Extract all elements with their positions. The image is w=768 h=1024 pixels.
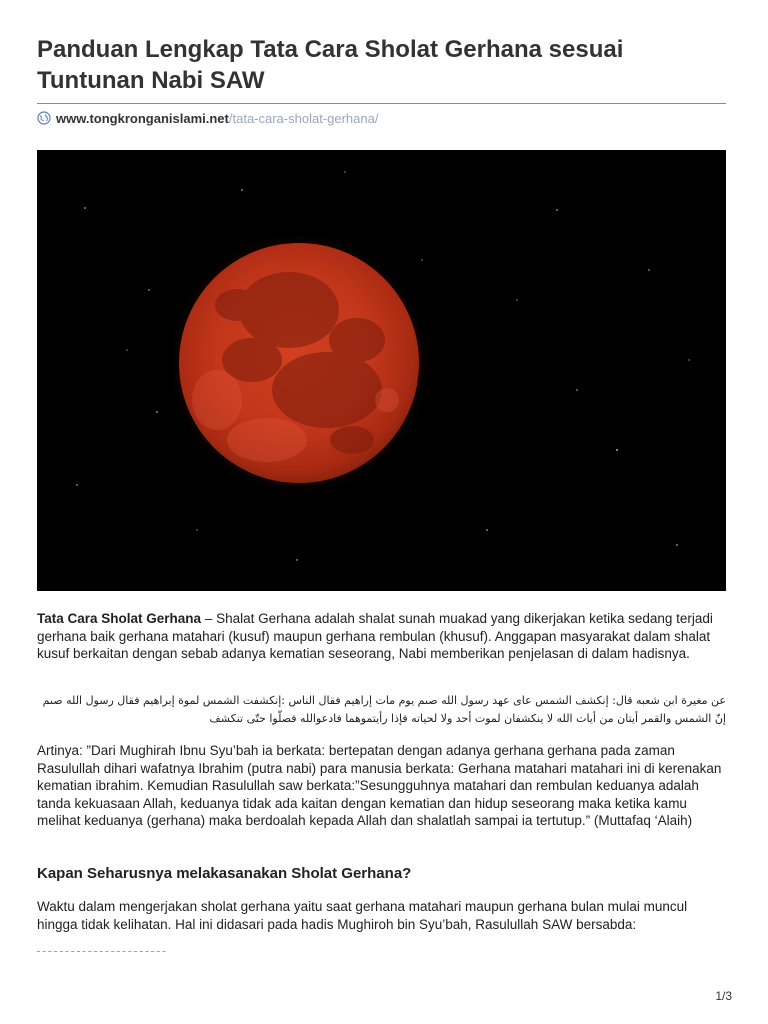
url-domain[interactable]: www.tongkronganislami.net (56, 111, 229, 126)
intro-bold-term: Tata Cara Sholat Gerhana (37, 611, 202, 626)
page-number: 1/3 (715, 989, 732, 1003)
blood-moon-image (37, 150, 726, 591)
arabic-hadith: عن مغيرة ابن شعبه قال: إنكشف الشمس عاى عهد رسول الله صىم يوم مات إراهيم فقال الناس :إنكشفت الشمس لموة إبراهيم فقال رسول الله صىم إنّ الشمس والقمر أيتان من أيات الله لا ينكشفان لموت أحد ولا لحياته فإذا رأيتموهما فادعوالله فصلّوا حتّى تنكشف (42, 694, 726, 725)
section-heading: Kapan Seharusnya melakasanakan Sholat Gerhana? (37, 865, 412, 882)
source-url[interactable] (37, 111, 378, 127)
cutoff-text: ـ ـ ـ ـ ـ ـ ـ ـ ـ ـ ـ ـ ـ ـ ـ ـ ـ ـ ـ ـ ـ ـ ـ (37, 944, 166, 955)
title-divider (37, 103, 726, 104)
intro-paragraph (37, 610, 726, 663)
intro-text: – Shalat Gerhana adalah shalat sunah muakad yang dikerjakan ketika sedang terjadi gerhana baik gerhana matahari (kusuf) maupun gerhana rembulan (khusuf). Anggapan masyarakat dalam shalat kusuf berkaitan dengan sebab adanya kematian seseorang, Nabi memberikan penjelasan di dalam hadisnya. (37, 611, 713, 661)
section-paragraph: Waktu dalam mengerjakan sholat gerhana yaitu saat gerhana matahari maupun gerhana bulan mulai muncul hingga tidak kelihatan. Hal ini didasari pada hadis Mughiroh bin Syu’bah, Rasulullah SAW bersabda: (37, 899, 688, 932)
globe-icon (37, 111, 51, 125)
url-path[interactable]: /tata-cara-sholat-gerhana/ (228, 111, 379, 126)
eclipse-photo (37, 150, 726, 591)
page-title: Panduan Lengkap Tata Cara Sholat Gerhana sesuai Tuntunan Nabi SAW (37, 36, 624, 94)
translation-paragraph: Artinya: ”Dari Mughirah Ibnu Syu’bah ia berkata: bertepatan dengan adanya gerhana gerhana pada zaman Rasulullah dihari wafatnya Ibrahim (putra nabi) para manusia berkata: Gerhana matahari matahari ini di kerenakan kematian ibrahim. Kemudian Rasulullah saw berkata:”Sesungguhnya matahari dan rembulan keduanya adalah tanda kekuasaan Allah, keduanya tidak ada kaitan dengan kematian dan hidup seseorang maka ketika kamu melihat keduanya (gerhana) maka berdoalah kepada Allah dan shalatlah sampai ia tertutup.” (Muttafaq ‘Alaih) (37, 743, 722, 828)
